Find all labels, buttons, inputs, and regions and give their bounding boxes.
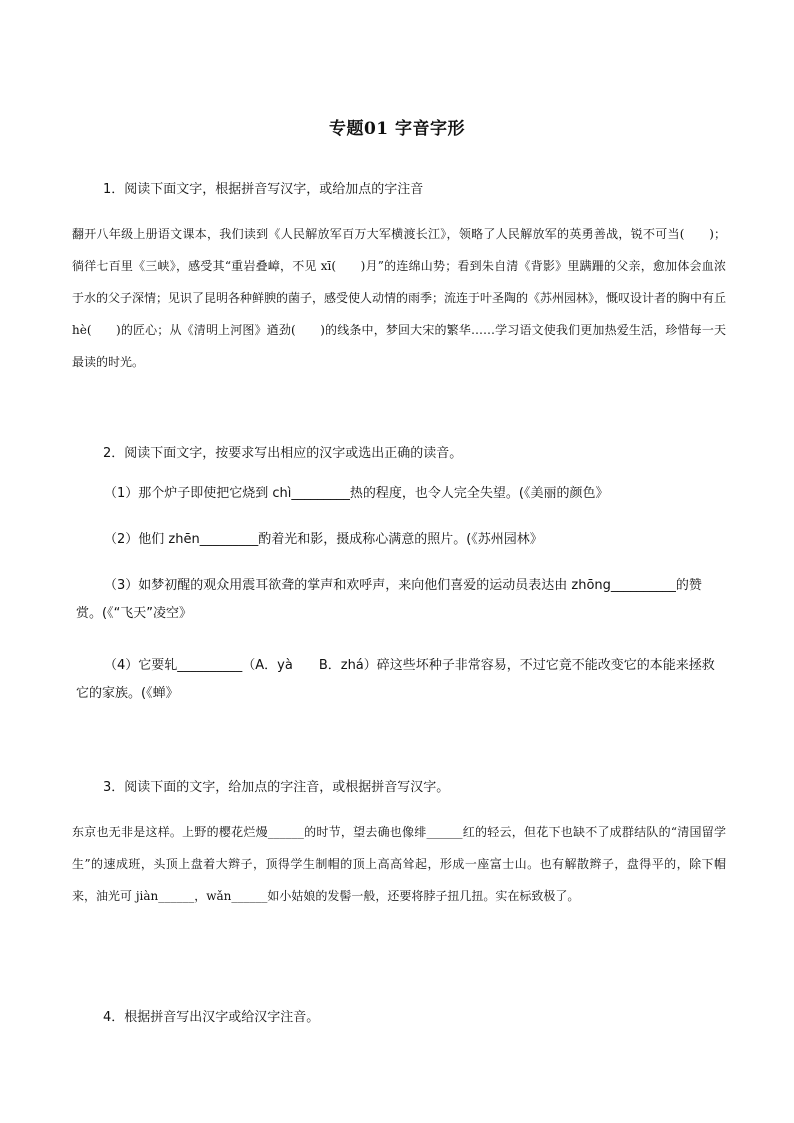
question-4-heading: 4．根据拼音写出汉字或给汉字注音。 — [103, 1010, 320, 1025]
question-2-item-3: （3）如梦初醒的观众用震耳欲聋的掌声和欢呼声，来向他们喜爱的运动员表达由 zhōng__________的赞赏。(《“飞天”凌空》 — [76, 578, 702, 621]
question-1-heading: 1．阅读下面文字，根据拼音写汉字，或给加点的字注音 — [103, 182, 424, 197]
page-title: 专题01 字音字形 — [328, 119, 466, 139]
question-3-passage: 东京也无非是这样。上野的樱花烂熳______的时节，望去确也像绯______红的轻云，但花下也缺不了成群结队的“清国留学生”的速成班，头顶上盘着大辫子，顶得学生制帽的顶上高高耸起，形成一座富士山。也有解散辫子，盘得平的，除下帽来，油光可 jiàn______，wǎn______如小姑娘的发髻一般，还要将脖子扭几扭。实在标致极了。 — [72, 825, 726, 903]
question-2-item-4: （4）它要轧__________（A．yà B．zhá）碎这些坏种子非常容易，不过它竟不能改变它的本能来拯救它的家族。(《蝉》 — [76, 658, 715, 701]
question-1-passage: 翻开八年级上册语文课本，我们读到《人民解放军百万大军横渡长江》，领略了人民解放军的英勇善战，锐不可当( )； 徜徉七百里《三峡》，感受其“重岩叠嶂，不见 xī( )月”的连绵山势；看到朱自清《背影》里蹒跚的父亲，愈加体会血浓于水的父子深情；见识了昆明各种鲜腴的菌子，感受使人动情的雨季；流连于叶圣陶的《苏州园林》，慨叹设计者的胸中有丘 hè( )的匠心；从《清明上河图》遒劲( )的线条中，梦回大宋的繁华……学习语文使我们更加热爱生活，珍惜每一天最读的时光。 — [72, 227, 727, 369]
question-3-heading: 3．阅读下面的文字，给加点的字注音，或根据拼音写汉字。 — [103, 780, 450, 795]
question-2-heading: 2．阅读下面文字，按要求写出相应的汉字或选出正确的读音。 — [103, 446, 463, 461]
question-2-item-2: （2）他们 zhēn_________酌着光和影，摄成称心满意的照片。(《苏州园林》 — [104, 532, 543, 547]
question-2-item-1: （1）那个炉子即使把它烧到 chì_________热的程度，也令人完全失望。(《美丽的颜色》 — [104, 486, 609, 501]
